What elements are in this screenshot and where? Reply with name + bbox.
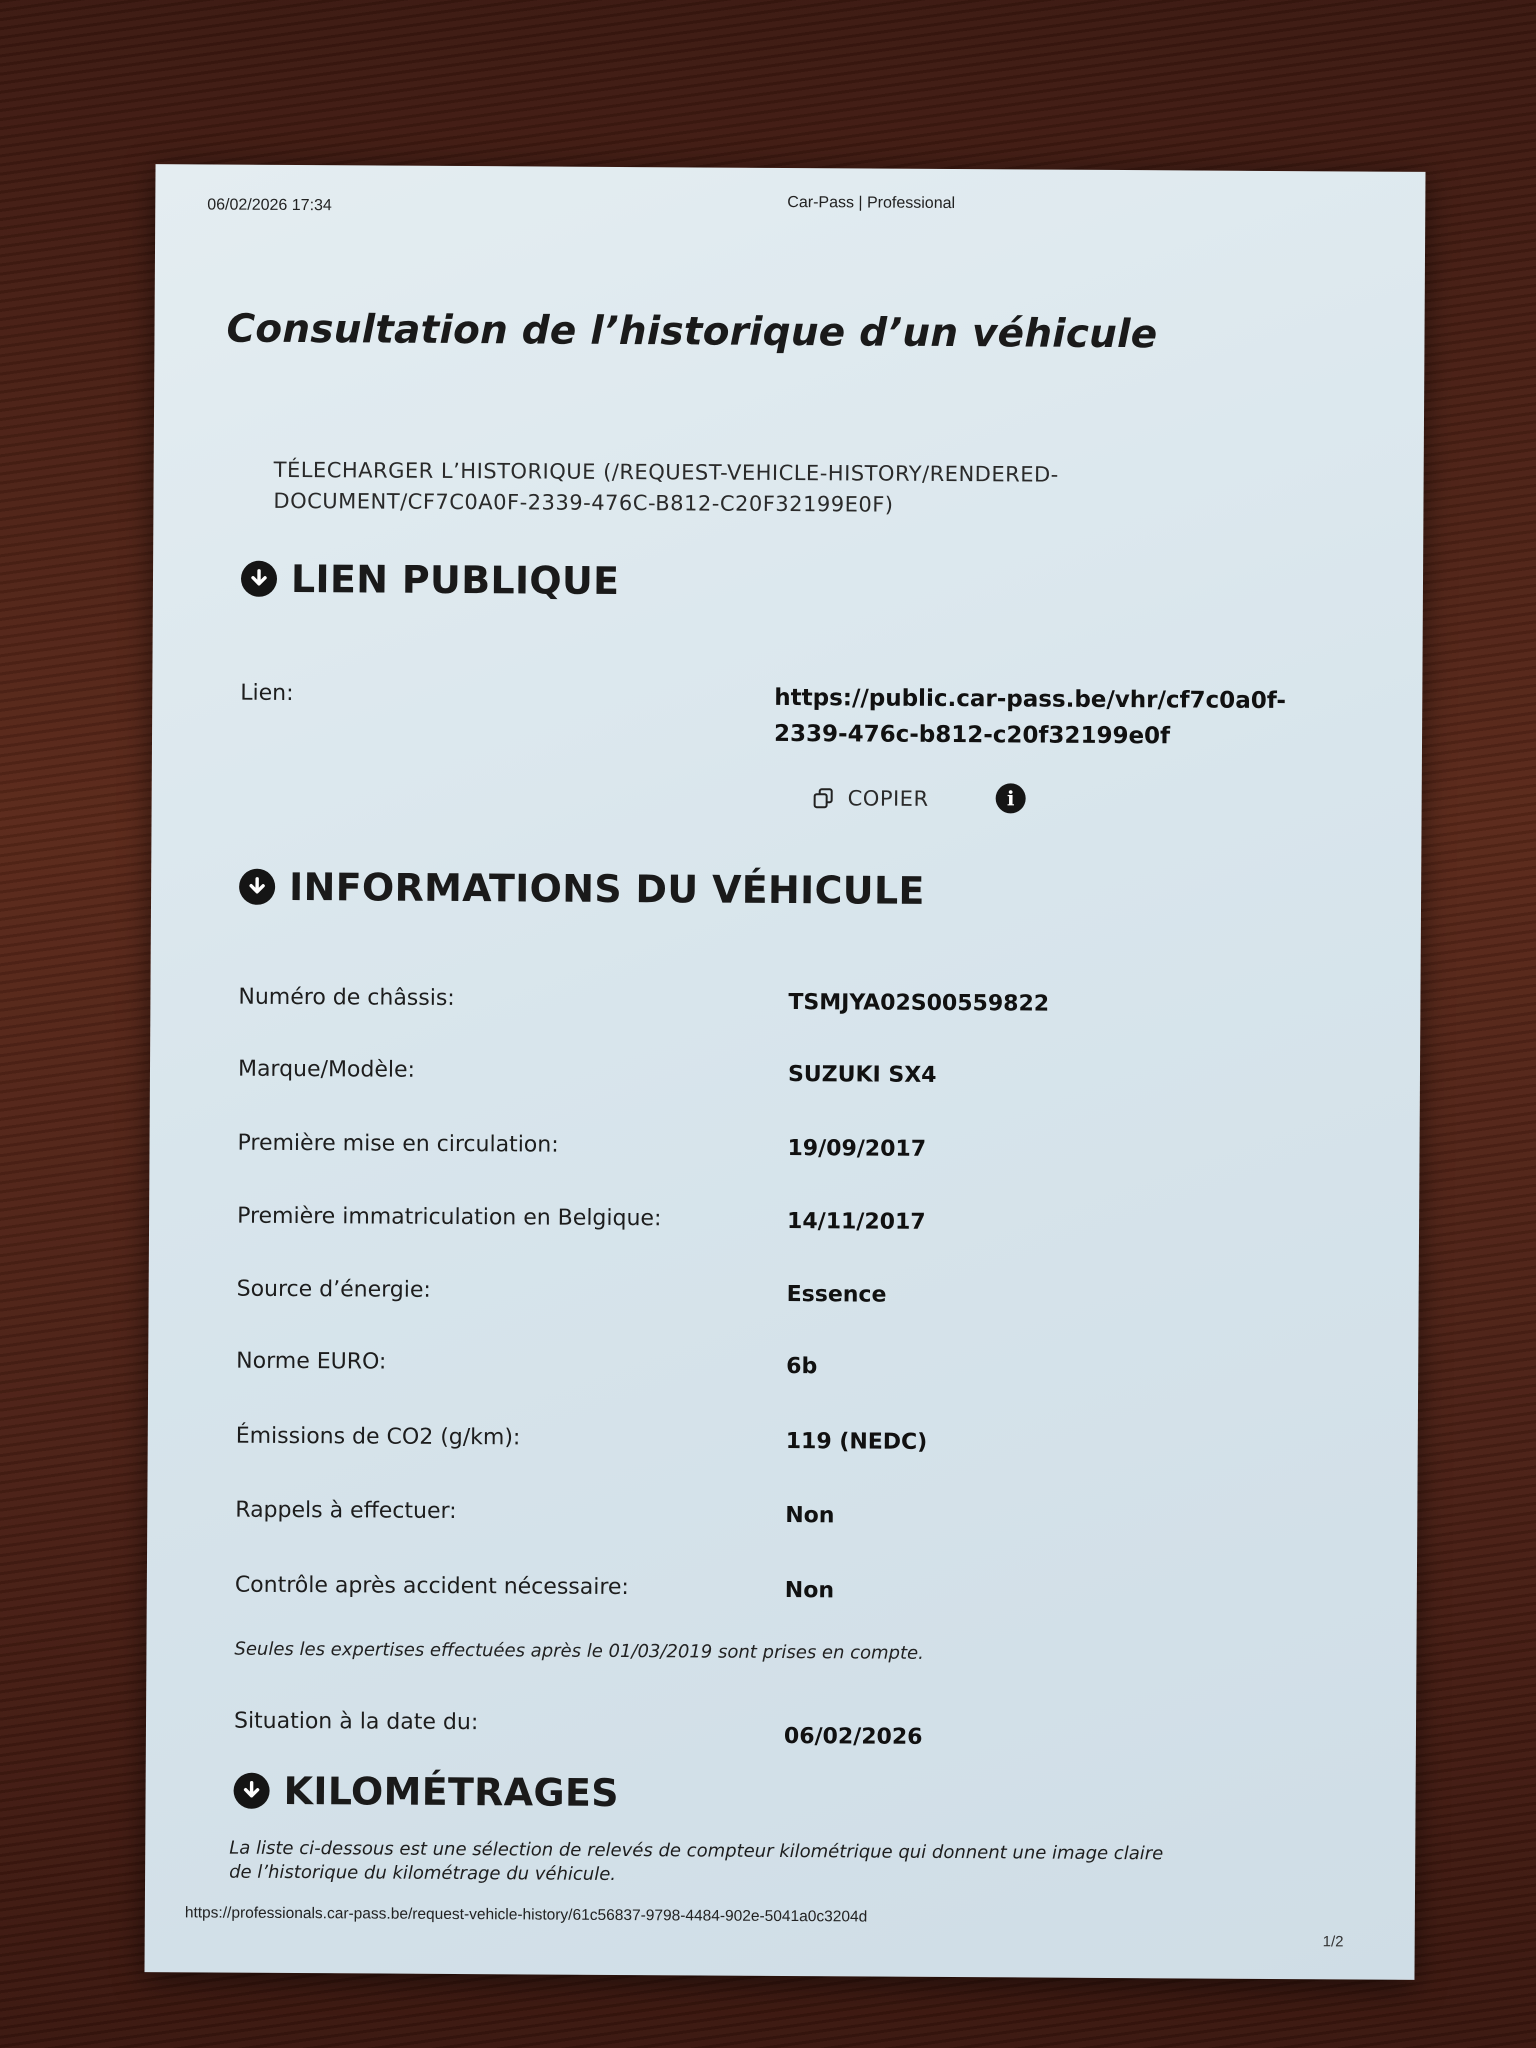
section-title: INFORMATIONS DU VÉHICULE [288, 864, 925, 913]
situation-value: 06/02/2026 [783, 1724, 923, 1750]
copy-icon [812, 786, 836, 810]
arrow-down-circle-icon [241, 561, 277, 597]
info-label: Rappels à effectuer: [235, 1497, 457, 1525]
expertise-note: Seules les expertises effectuées après le 01/03/2019 sont prises en compte. [234, 1638, 924, 1664]
situation-label: Situation à la date du: [233, 1708, 479, 1736]
info-icon[interactable]: i [996, 783, 1026, 813]
info-value: Essence [786, 1282, 887, 1308]
section-title: LIEN PUBLIQUE [290, 556, 620, 603]
info-label: Première immatriculation en Belgique: [237, 1203, 662, 1232]
public-url[interactable]: https://public.car-pass.be/vhr/cf7c0a0f-2339-476c-b812-c20f32199e0f [773, 684, 1286, 750]
info-value: 19/09/2017 [787, 1136, 927, 1162]
copy-label: COPIER [847, 786, 929, 811]
download-history-link[interactable]: TÉLECHARGER L’HISTORIQUE (/REQUEST-VEHICLE-HISTORY/RENDERED-DOCUMENT/CF7C0A0F-2339-476C-B812-C20F32199E0F) [273, 457, 1059, 517]
print-footer-url: https://professionals.car-pass.be/request-vehicle-history/61c56837-9798-4484-902e-5041a0c3204d [184, 1904, 868, 1926]
info-label: Première mise en circulation: [237, 1130, 559, 1158]
section-mileage-header[interactable] [233, 1769, 618, 1815]
info-label: Marque/Modèle: [237, 1056, 416, 1083]
info-label: Source d’énergie: [236, 1276, 431, 1303]
info-label: Numéro de châssis: [238, 984, 455, 1011]
section-vehicle-info-header[interactable] [239, 865, 925, 913]
info-value: Non [785, 1503, 835, 1529]
mileage-description: La liste ci-dessous est une sélection de relevés de compteur kilométrique qui donnent une image claire de l’historique du kilométrage du véhicule. [229, 1837, 1164, 1885]
info-label: Contrôle après accident nécessaire: [234, 1572, 629, 1601]
section-title: KILOMÉTRAGES [283, 1768, 619, 1815]
info-value: Non [784, 1578, 835, 1604]
info-value: 14/11/2017 [787, 1209, 926, 1235]
info-value: 119 (NEDC) [785, 1429, 928, 1455]
copy-button[interactable] [812, 786, 929, 811]
printed-page [144, 164, 1425, 1980]
info-value: SUZUKI SX4 [787, 1062, 937, 1088]
print-site-title: Car-Pass | Professional [787, 193, 956, 213]
section-public-link-header[interactable] [241, 557, 620, 603]
arrow-down-circle-icon [239, 869, 275, 905]
info-value: TSMJYA02S00559822 [788, 990, 1050, 1017]
info-label: Émissions de CO2 (g/km): [235, 1423, 521, 1451]
info-label: Norme EURO: [236, 1348, 387, 1375]
page-number: 1/2 [1322, 1933, 1344, 1951]
page-title: Consultation de l’historique d’un véhicule [226, 306, 1158, 358]
link-label: Lien: [240, 680, 294, 706]
info-value: 6b [786, 1354, 818, 1380]
print-datetime: 06/02/2026 17:34 [207, 196, 332, 215]
arrow-down-circle-icon [233, 1773, 269, 1809]
